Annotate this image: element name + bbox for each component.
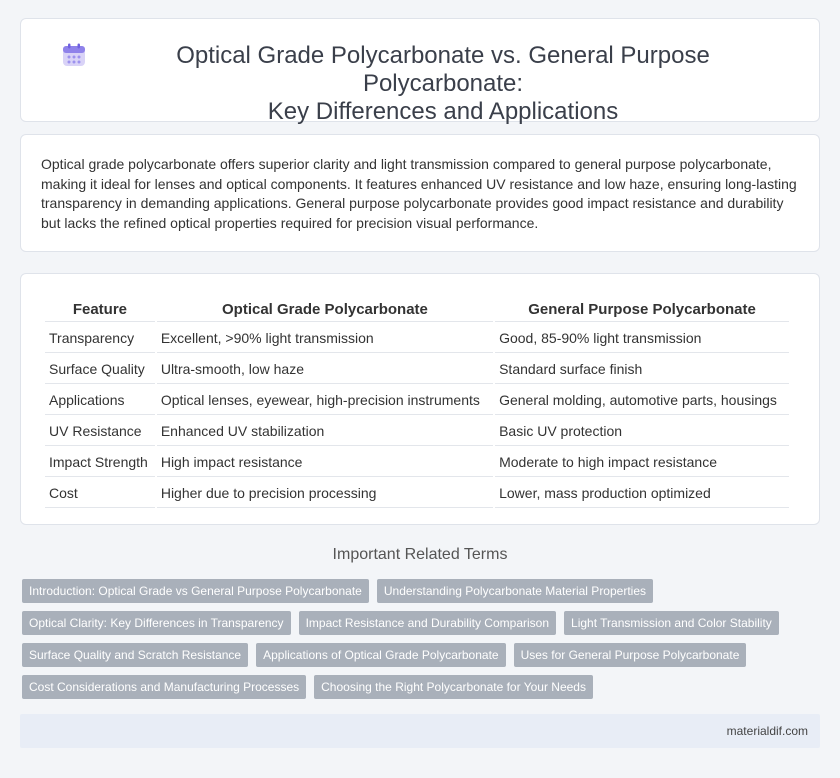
- table-header-row: [45, 296, 789, 322]
- table-cell: High impact resistance: [157, 448, 493, 477]
- calendar-icon: [61, 42, 87, 68]
- table-row: [45, 324, 789, 353]
- related-term-tag[interactable]: Uses for General Purpose Polycarbonate: [514, 643, 747, 667]
- comparison-table: [43, 294, 791, 510]
- header-card: [20, 18, 820, 125]
- page-title-line-1: Optical Grade Polycarbonate vs. General Purpose Polycarbonate:: [176, 42, 710, 97]
- table-row: [45, 417, 789, 446]
- column-header-general: General Purpose Polycarbonate: [495, 296, 789, 322]
- related-term-tag[interactable]: Optical Clarity: Key Differences in Transparency: [22, 611, 291, 635]
- table-cell: Transparency: [45, 324, 155, 353]
- related-term-tag[interactable]: Choosing the Right Polycarbonate for Your Needs: [314, 675, 593, 699]
- table-cell: Moderate to high impact resistance: [495, 448, 789, 477]
- table-cell: Surface Quality: [45, 355, 155, 384]
- table-cell: General molding, automotive parts, housings: [495, 386, 789, 415]
- table-cell: Impact Strength: [45, 448, 155, 477]
- table-cell: Enhanced UV stabilization: [157, 417, 493, 446]
- table-cell: Higher due to precision processing: [157, 479, 493, 508]
- related-terms-heading: Important Related Terms: [332, 546, 508, 563]
- table-cell: Optical lenses, eyewear, high-precision instruments: [157, 386, 493, 415]
- table-cell: UV Resistance: [45, 417, 155, 446]
- table-cell: Applications: [45, 386, 155, 415]
- table-row: [45, 355, 789, 384]
- related-terms-list: [22, 579, 822, 707]
- table-cell: Cost: [45, 479, 155, 508]
- intro-card: [20, 134, 820, 252]
- intro-paragraph: Optical grade polycarbonate offers superior clarity and light transmission compared to general purpose polycarbonate, making it ideal for lenses and optical components. It features enhanced UV resistance and low haze, ensuring long-lasting transparency in demanding applications. General purpose polycarbonate provides good impact resistance and durability but lacks the refined optical properties required for precision visual performance.: [41, 156, 797, 231]
- table-row: [45, 386, 789, 415]
- related-term-tag[interactable]: Surface Quality and Scratch Resistance: [22, 643, 248, 667]
- related-term-tag[interactable]: Light Transmission and Color Stability: [564, 611, 779, 635]
- table-cell: Basic UV protection: [495, 417, 789, 446]
- page-title-line-2: Key Differences and Applications: [267, 98, 619, 125]
- footer-bar: [20, 714, 820, 748]
- column-header-optical: Optical Grade Polycarbonate: [157, 296, 493, 322]
- table-cell: Excellent, >90% light transmission: [157, 324, 493, 353]
- related-term-tag[interactable]: Impact Resistance and Durability Comparison: [299, 611, 556, 635]
- table-row: [45, 479, 789, 508]
- table-row: [45, 448, 789, 477]
- table-cell: Lower, mass production optimized: [495, 479, 789, 508]
- footer-site-link[interactable]: materialdif.com: [726, 724, 808, 738]
- related-term-tag[interactable]: Introduction: Optical Grade vs General Purpose Polycarbonate: [22, 579, 369, 603]
- comparison-table-card: [20, 273, 820, 525]
- related-term-tag[interactable]: Understanding Polycarbonate Material Properties: [377, 579, 653, 603]
- related-term-tag[interactable]: Applications of Optical Grade Polycarbonate: [256, 643, 505, 667]
- page-title: [107, 14, 779, 126]
- table-cell: Ultra-smooth, low haze: [157, 355, 493, 384]
- table-cell: Good, 85-90% light transmission: [495, 324, 789, 353]
- related-term-tag[interactable]: Cost Considerations and Manufacturing Processes: [22, 675, 306, 699]
- table-cell: Standard surface finish: [495, 355, 789, 384]
- column-header-feature: Feature: [45, 296, 155, 322]
